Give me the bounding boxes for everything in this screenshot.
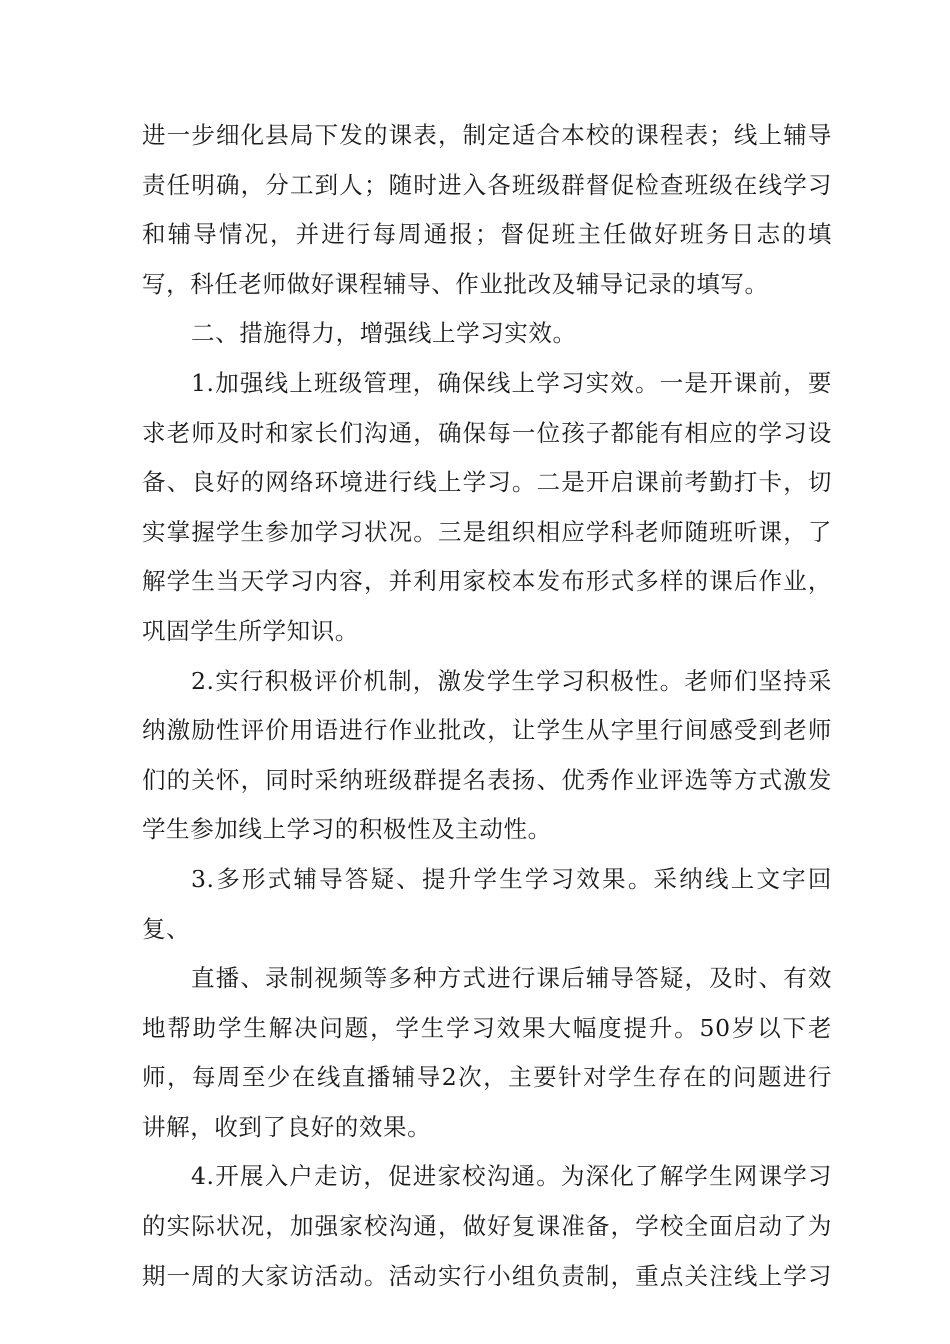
text-line: 进一步细化县局下发的课表，制定适合本校的课程表；线上辅导 xyxy=(142,121,832,149)
document-body xyxy=(142,111,832,1301)
section-heading: 二、措施得力，增强线上学习实效。 xyxy=(191,319,577,348)
text-line: 复、 xyxy=(142,914,191,943)
text-line: 学生参加线上学习的积极性及主动性。 xyxy=(142,815,552,844)
text-line: 直播、录制视频等多种方式进行课后辅导答疑，及时、有效 xyxy=(191,964,832,993)
paragraph-heading-1: 1.加强线上班级管理，确保线上学习实效。一是开课前，要 xyxy=(191,368,832,397)
text-line: 纳激励性评价用语进行作业批改，让学生从字里行间感受到老师 xyxy=(142,716,832,745)
text-line: 和辅导情况，并进行每周通报；督促班主任做好班务日志的填 xyxy=(142,220,832,249)
paragraph-heading-4: 4.开展入户走访，促进家校沟通。为深化了解学生网课学习 xyxy=(191,1162,832,1191)
text-line: 写，科任老师做好课程辅导、作业批改及辅导记录的填写。 xyxy=(142,269,769,298)
text-line: 解学生当天学习内容，并利用家校本发布形式多样的课后作业， xyxy=(142,567,832,596)
text-line: 们的关怀，同时采纳班级群提名表扬、优秀作业评选等方式激发 xyxy=(142,765,832,794)
text-line: 讲解，收到了良好的效果。 xyxy=(142,1112,432,1141)
text-line: 师，每周至少在线直播辅导2次，主要针对学生存在的问题进行 xyxy=(142,1063,832,1092)
paragraph-heading-2: 2.实行积极评价机制，激发学生学习积极性。老师们坚持采 xyxy=(191,666,832,695)
text-line: 的实际状况，加强家校沟通，做好复课准备，学校全面启动了为 xyxy=(142,1212,832,1241)
text-line: 责任明确，分工到人；随时进入各班级群督促检查班级在线学习 xyxy=(142,170,832,199)
text-line: 期一周的大家访活动。活动实行小组负责制，重点关注线上学习 xyxy=(142,1261,832,1290)
text-line: 求老师及时和家长们沟通，确保每一位孩子都能有相应的学习设 xyxy=(142,418,832,447)
text-line: 巩固学生所学知识。 xyxy=(142,616,359,645)
text-line: 地帮助学生解决问题，学生学习效果大幅度提升。50岁以下老 xyxy=(142,1013,832,1042)
text-line: 备、良好的网络环境进行线上学习。二是开启课前考勤打卡，切 xyxy=(142,468,832,497)
paragraph-heading-3: 3.多形式辅导答疑、提升学生学习效果。采纳线上文字回 xyxy=(191,864,832,893)
text-line: 实掌握学生参加学习状况。三是组织相应学科老师随班听课，了 xyxy=(142,517,832,546)
